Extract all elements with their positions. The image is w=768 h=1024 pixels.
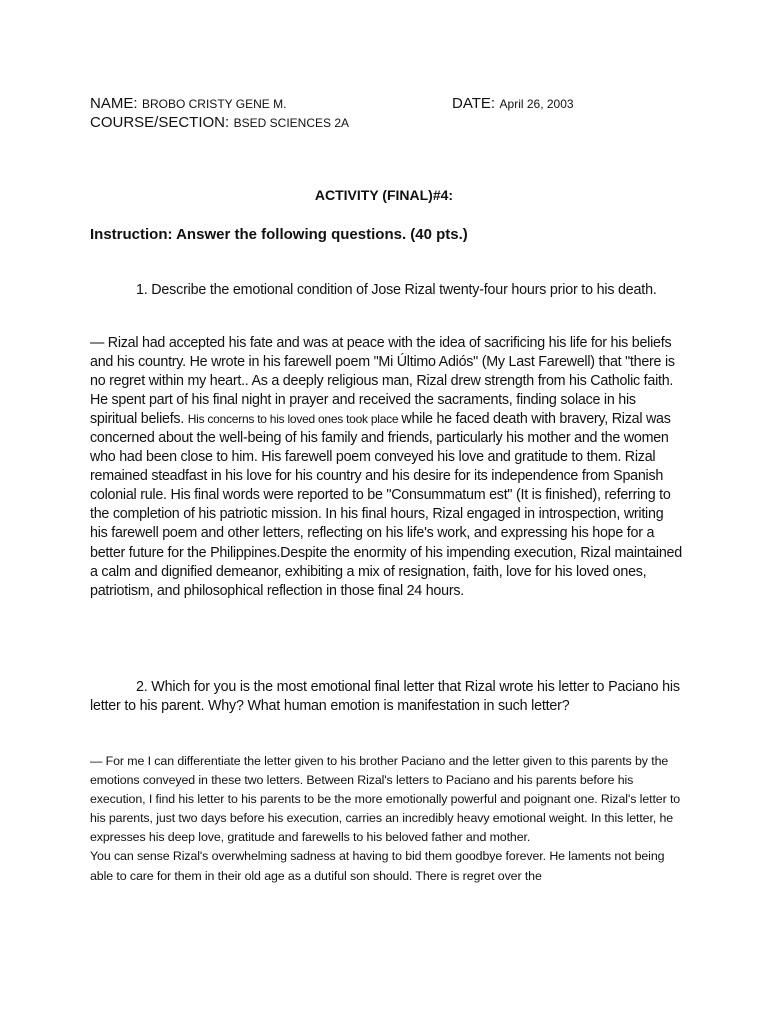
course-value: BSED SCIENCES 2A — [233, 116, 350, 130]
date-label: DATE: — [452, 95, 496, 112]
name-line — [90, 95, 286, 113]
question-1 — [90, 281, 680, 300]
answer-2 — [90, 752, 682, 886]
question-1-text: 1. Describe the emotional condition of Jose Rizal twenty-four hours prior to his death. — [136, 282, 657, 298]
answer-2-paragraph-1: — For me I can differentiate the letter given to his brother Paciano and the letter given to this parents by the emotions conveyed in these two letters. Between Rizal's letters to Paciano and his parents before his execution, I find his letter to his parents to be the more emotionally powerful and poignant one. Rizal's letter to his parents, just two days before his execution, carries an incredibly heavy emotional weight. In this letter, he expresses his deep love, gratitude and farewells to his beloved father and mother. — [90, 754, 681, 845]
instruction-text: Instruction: Answer the following questions. (40 pts.) — [90, 226, 468, 243]
name-label: NAME: — [90, 95, 138, 112]
answer-1-part1: — Rizal had accepted his fate and was at peace with the idea of sacrificing his life for his beliefs and his country. He wrote in his farewell poem "Mi Último Adiós" (My Last Farewell) that "there is no regret within my heart.. As a deeply religious man, Rizal drew strength from his Catholic faith. He spent part of his final night in prayer and received the sacraments, finding solace in his spiritual beliefs. — [90, 335, 675, 428]
date-line — [452, 95, 574, 113]
activity-title: ACTIVITY (FINAL)#4: — [314, 187, 454, 203]
answer-1 — [90, 334, 682, 601]
answer-1-part2: His concerns to his loved ones took place — [187, 412, 402, 427]
question-2-text: 2. Which for you is the most emotional final letter that Rizal wrote his letter to Paciano his letter to his parent. Why? What human emotion is manifestation in such letter? — [90, 679, 680, 714]
answer-1-part3: while he faced death with bravery, Rizal was concerned about the well-being of his family and friends, particularly his mother and the women who had been close to him. His farewell poem conveyed his love and gratitude to them. Rizal remained steadfast in his love for his country and his desire for its independence from Spanish colonial rule. His final words were reported to be "Consummatum est" (It is finished), referring to the completion of his patriotic mission. In his final hours, Rizal engaged in introspection, writing his farewell poem and other letters, reflecting on his life's work, and expressing his hope for a better future for the Philippines.Despite the enormity of his impending execution, Rizal maintained a calm and dignified demeanor, exhibiting a mix of resignation, faith, love for his loved ones, patriotism, and philosophical reflection in those final 24 hours. — [90, 411, 682, 599]
question-2 — [90, 678, 680, 716]
name-value: BROBO CRISTY GENE M. — [141, 97, 287, 111]
answer-2-paragraph-2: You can sense Rizal's overwhelming sadness at having to bid them goodbye forever. He laments not being able to care for them in their old age as a dutiful son should. There is regret over the — [90, 849, 665, 883]
course-label: COURSE/SECTION: — [90, 114, 230, 131]
date-value: April 26, 2003 — [499, 97, 574, 111]
course-line — [90, 114, 349, 132]
